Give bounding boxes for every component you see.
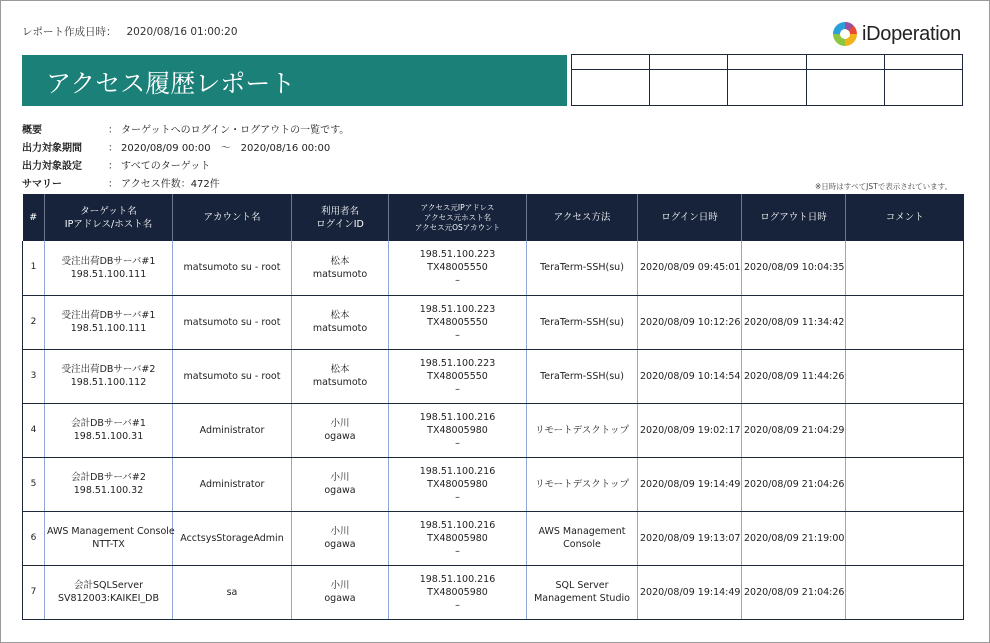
summary-sep: ： (108, 178, 118, 190)
logout-cell-line: 2020/08/09 21:04:29 (744, 424, 845, 436)
method-cell-line: TeraTerm-SSH(su) (540, 370, 624, 382)
source-cell-line: TX48005980 (427, 424, 488, 436)
row-number (23, 403, 45, 457)
user-cell-line: ogawa (324, 431, 356, 442)
target-cell (45, 295, 173, 349)
method-cell-line: TeraTerm-SSH(su) (540, 316, 624, 328)
summary-sep: ： (108, 142, 118, 154)
target-cell-line: 会計DBサーバ#2 (71, 472, 146, 483)
logout-cell-line: 2020/08/09 21:04:26 (744, 478, 845, 490)
account-cell (173, 511, 292, 565)
method-cell (527, 565, 638, 619)
col-comment-header (846, 194, 964, 241)
login-cell-line: 2020/08/09 10:14:54 (640, 370, 741, 382)
summary-value: 2020/08/09 00:00 ～ 2020/08/16 00:00 (121, 142, 331, 154)
summary-sep: ： (108, 124, 118, 136)
account-cell-line: matsumoto su - root (183, 316, 281, 328)
target-cell-line: 受注出荷DBサーバ#2 (61, 364, 156, 375)
account-cell (173, 241, 292, 295)
account-cell-line: Administrator (199, 424, 265, 436)
stamp-cell (650, 70, 728, 106)
source-cell-line: TX48005980 (427, 532, 488, 544)
logout-cell (742, 241, 846, 295)
summary-value: アクセス件数：472件 (121, 178, 220, 190)
col-method-header (527, 194, 638, 241)
login-cell-line: 2020/08/09 19:14:49 (640, 478, 741, 490)
login-cell (638, 241, 742, 295)
method-cell-line: Console (563, 539, 601, 550)
header-line: アクセス元OSアカウント (414, 222, 501, 232)
stamp-cell (572, 55, 650, 70)
account-cell (173, 295, 292, 349)
login-cell (638, 295, 742, 349)
method-cell-line: TeraTerm-SSH(su) (540, 262, 624, 274)
header-line: IPアドレス/ホスト名 (64, 218, 153, 230)
account-cell-line: sa (226, 586, 238, 598)
table-header-row (23, 194, 964, 241)
table-row (23, 403, 964, 457)
target-cell-line: 受注出荷DBサーバ#1 (61, 310, 156, 321)
login-cell-line: 2020/08/09 19:02:17 (640, 424, 741, 436)
summary-value: ターゲットへのログイン・ログアウトの一覧です。 (121, 124, 350, 136)
target-cell-line: 受注出荷DBサーバ#1 (61, 255, 156, 267)
account-cell-line: matsumoto su - root (183, 262, 281, 274)
col-number-header (23, 194, 45, 241)
comment-cell (846, 349, 964, 403)
target-cell (45, 241, 173, 295)
source-cell-line: TX48005550 (427, 262, 488, 274)
user-cell-line: 小川 (330, 472, 350, 483)
summary-key: 概要 (22, 124, 42, 136)
user-cell-line: matsumoto (312, 268, 368, 280)
target-cell (45, 457, 173, 511)
target-cell-line: SV812003:KAIKEI_DB (58, 593, 159, 604)
logout-cell-line: 2020/08/09 11:34:42 (744, 316, 845, 328)
target-cell-line: 198.51.100.111 (70, 268, 147, 280)
account-cell (173, 457, 292, 511)
header-line: ログイン日時 (661, 212, 718, 223)
user-cell-line: 小川 (330, 526, 350, 537)
method-cell-line: リモートデスクトップ (535, 478, 629, 490)
source-cell-line: 198.51.100.223 (419, 249, 496, 261)
stamp-cell (572, 70, 650, 106)
method-cell (527, 241, 638, 295)
user-cell (292, 349, 389, 403)
source-cell (389, 565, 527, 619)
header-line: 利用者名 (320, 205, 359, 217)
stamp-cell (728, 55, 806, 70)
login-cell (638, 457, 742, 511)
row-number (23, 241, 45, 295)
access-history-table (22, 194, 964, 620)
row-number-line: 4 (30, 424, 37, 435)
row-number (23, 511, 45, 565)
approval-stamp-grid (571, 54, 963, 106)
header-line: コメント (885, 212, 924, 223)
row-number-line: 1 (30, 262, 37, 273)
row-number-line: 5 (30, 478, 37, 489)
user-cell-line: 松本 (330, 364, 350, 375)
summary-sep: ： (108, 160, 118, 172)
method-cell-line: Management Studio (534, 593, 630, 604)
table-row (23, 295, 964, 349)
target-cell-line: 会計SQLServer (74, 580, 143, 591)
source-cell-line: 198.51.100.216 (419, 465, 496, 477)
account-cell-line: AcctsysStorageAdmin (180, 532, 284, 544)
account-cell-line: matsumoto su - root (183, 370, 281, 382)
user-cell (292, 241, 389, 295)
row-number-line: 3 (30, 370, 37, 381)
source-cell-line: – (455, 437, 460, 449)
logout-cell (742, 403, 846, 457)
brand-logo (831, 18, 961, 50)
source-cell (389, 403, 527, 457)
created-datetime (22, 24, 238, 39)
user-cell-line: matsumoto (312, 377, 368, 388)
stamp-cell (884, 55, 962, 70)
table-row (23, 241, 964, 295)
comment-cell (846, 565, 964, 619)
account-cell (173, 403, 292, 457)
user-cell-line: 小川 (330, 418, 350, 429)
summary-key: サマリー (22, 178, 62, 190)
login-cell (638, 565, 742, 619)
row-number (23, 457, 45, 511)
source-cell-line: – (455, 599, 460, 611)
stamp-cell (650, 55, 728, 70)
target-cell-line: 198.51.100.31 (73, 431, 144, 442)
target-cell (45, 349, 173, 403)
source-cell (389, 457, 527, 511)
source-cell-line: 198.51.100.216 (419, 411, 496, 423)
logo-text: iDoperation (862, 22, 961, 45)
logout-cell (742, 457, 846, 511)
source-cell-line: 198.51.100.216 (419, 519, 496, 531)
table-row (23, 565, 964, 619)
user-cell-line: ogawa (324, 593, 356, 604)
row-number-line: 2 (30, 316, 37, 327)
source-cell (389, 349, 527, 403)
target-cell-line: 198.51.100.32 (73, 485, 144, 496)
col-logout-header (742, 194, 846, 241)
target-cell-line: NTT-TX (92, 539, 125, 550)
account-cell (173, 349, 292, 403)
target-cell-line: 198.51.100.112 (70, 377, 147, 388)
user-cell (292, 403, 389, 457)
user-cell (292, 565, 389, 619)
method-cell-line: リモートデスクトップ (535, 424, 629, 436)
login-cell-line: 2020/08/09 10:12:26 (640, 316, 741, 328)
user-cell-line: 小川 (330, 580, 350, 591)
login-cell-line: 2020/08/09 19:14:49 (640, 586, 741, 598)
user-cell (292, 457, 389, 511)
summary-row-overview (22, 119, 349, 137)
header-line: ターゲット名 (80, 205, 137, 217)
table-body (23, 241, 964, 619)
login-cell (638, 403, 742, 457)
header-line: # (29, 212, 38, 223)
account-cell-line: Administrator (199, 478, 265, 490)
logout-cell (742, 511, 846, 565)
target-cell-line: AWS Management Console (47, 526, 175, 537)
comment-cell (846, 295, 964, 349)
method-cell (527, 295, 638, 349)
idoperation-logo-icon (831, 20, 859, 48)
logout-cell-line: 2020/08/09 21:19:00 (744, 532, 845, 544)
col-source-header (389, 194, 527, 241)
method-cell (527, 349, 638, 403)
created-value: 2020/08/16 01:00:20 (126, 26, 238, 38)
header-line: アカウント名 (203, 212, 261, 223)
summary-row-period (22, 137, 349, 155)
logout-cell-line: 2020/08/09 11:44:26 (744, 370, 845, 382)
source-cell-line: TX48005980 (427, 586, 488, 598)
logout-cell-line: 2020/08/09 21:04:26 (744, 586, 845, 598)
title-bar (22, 55, 567, 106)
created-label: レポート作成日時： (22, 26, 117, 38)
source-cell-line: 198.51.100.223 (419, 357, 496, 369)
summary-row-count (22, 173, 349, 191)
comment-cell (846, 403, 964, 457)
user-cell-line: matsumoto (312, 323, 368, 334)
table-row (23, 349, 964, 403)
source-cell-line: TX48005980 (427, 478, 488, 490)
method-cell-line: SQL Server (555, 580, 609, 591)
col-user-header (292, 194, 389, 241)
target-cell (45, 403, 173, 457)
source-cell-line: TX48005550 (427, 316, 488, 328)
header-line: アクセス方法 (553, 212, 611, 223)
summary-value: すべてのターゲット (121, 160, 211, 172)
stamp-cell (728, 70, 806, 106)
source-cell-line: – (455, 329, 460, 341)
page-title: アクセス履歴レポート (46, 69, 296, 98)
header-line: アクセス元ホスト名 (423, 212, 492, 222)
col-account-header (173, 194, 292, 241)
user-cell-line: 松本 (330, 255, 350, 267)
source-cell-line: – (455, 545, 460, 557)
target-cell-line: 198.51.100.111 (70, 323, 147, 334)
method-cell (527, 511, 638, 565)
target-cell-line: 会計DBサーバ#1 (71, 418, 146, 429)
login-cell-line: 2020/08/09 09:45:01 (640, 262, 741, 274)
header-line: アクセス元IPアドレス (420, 202, 495, 212)
summary-row-setting (22, 155, 349, 173)
target-cell (45, 565, 173, 619)
col-target-header (45, 194, 173, 241)
col-login-header (638, 194, 742, 241)
source-cell-line: – (455, 275, 460, 287)
login-cell-line: 2020/08/09 19:13:07 (640, 532, 741, 544)
comment-cell (846, 241, 964, 295)
user-cell-line: ogawa (324, 539, 356, 550)
stamp-cell (806, 70, 884, 106)
account-cell (173, 565, 292, 619)
header-line: ログインID (316, 218, 364, 230)
row-number (23, 565, 45, 619)
table-row (23, 457, 964, 511)
report-summary (22, 119, 349, 191)
comment-cell (846, 511, 964, 565)
row-number-line: 6 (30, 532, 37, 543)
logout-cell-line: 2020/08/09 10:04:35 (744, 262, 845, 274)
source-cell-line: – (455, 491, 460, 503)
target-cell (45, 511, 173, 565)
user-cell-line: 松本 (330, 310, 350, 321)
logout-cell (742, 295, 846, 349)
logout-cell (742, 565, 846, 619)
stamp-cell (806, 55, 884, 70)
source-cell-line: – (455, 383, 460, 395)
login-cell (638, 349, 742, 403)
logout-cell (742, 349, 846, 403)
row-number (23, 349, 45, 403)
login-cell (638, 511, 742, 565)
source-cell (389, 511, 527, 565)
stamp-cell (884, 70, 962, 106)
user-cell (292, 295, 389, 349)
user-cell (292, 511, 389, 565)
method-cell (527, 403, 638, 457)
user-cell-line: ogawa (324, 485, 356, 496)
comment-cell (846, 457, 964, 511)
summary-key: 出力対象期間 (22, 142, 82, 154)
source-cell (389, 241, 527, 295)
row-number (23, 295, 45, 349)
timezone-note: ※日時はすべてJSTで表示されています。 (815, 182, 953, 191)
method-cell (527, 457, 638, 511)
method-cell-line: AWS Management (538, 526, 626, 537)
source-cell-line: 198.51.100.223 (419, 303, 496, 315)
table-row (23, 511, 964, 565)
source-cell-line: 198.51.100.216 (419, 573, 496, 585)
source-cell (389, 295, 527, 349)
row-number-line: 7 (30, 586, 37, 597)
summary-key: 出力対象設定 (22, 160, 82, 172)
source-cell-line: TX48005550 (427, 370, 488, 382)
header-line: ログアウト日時 (760, 212, 827, 223)
